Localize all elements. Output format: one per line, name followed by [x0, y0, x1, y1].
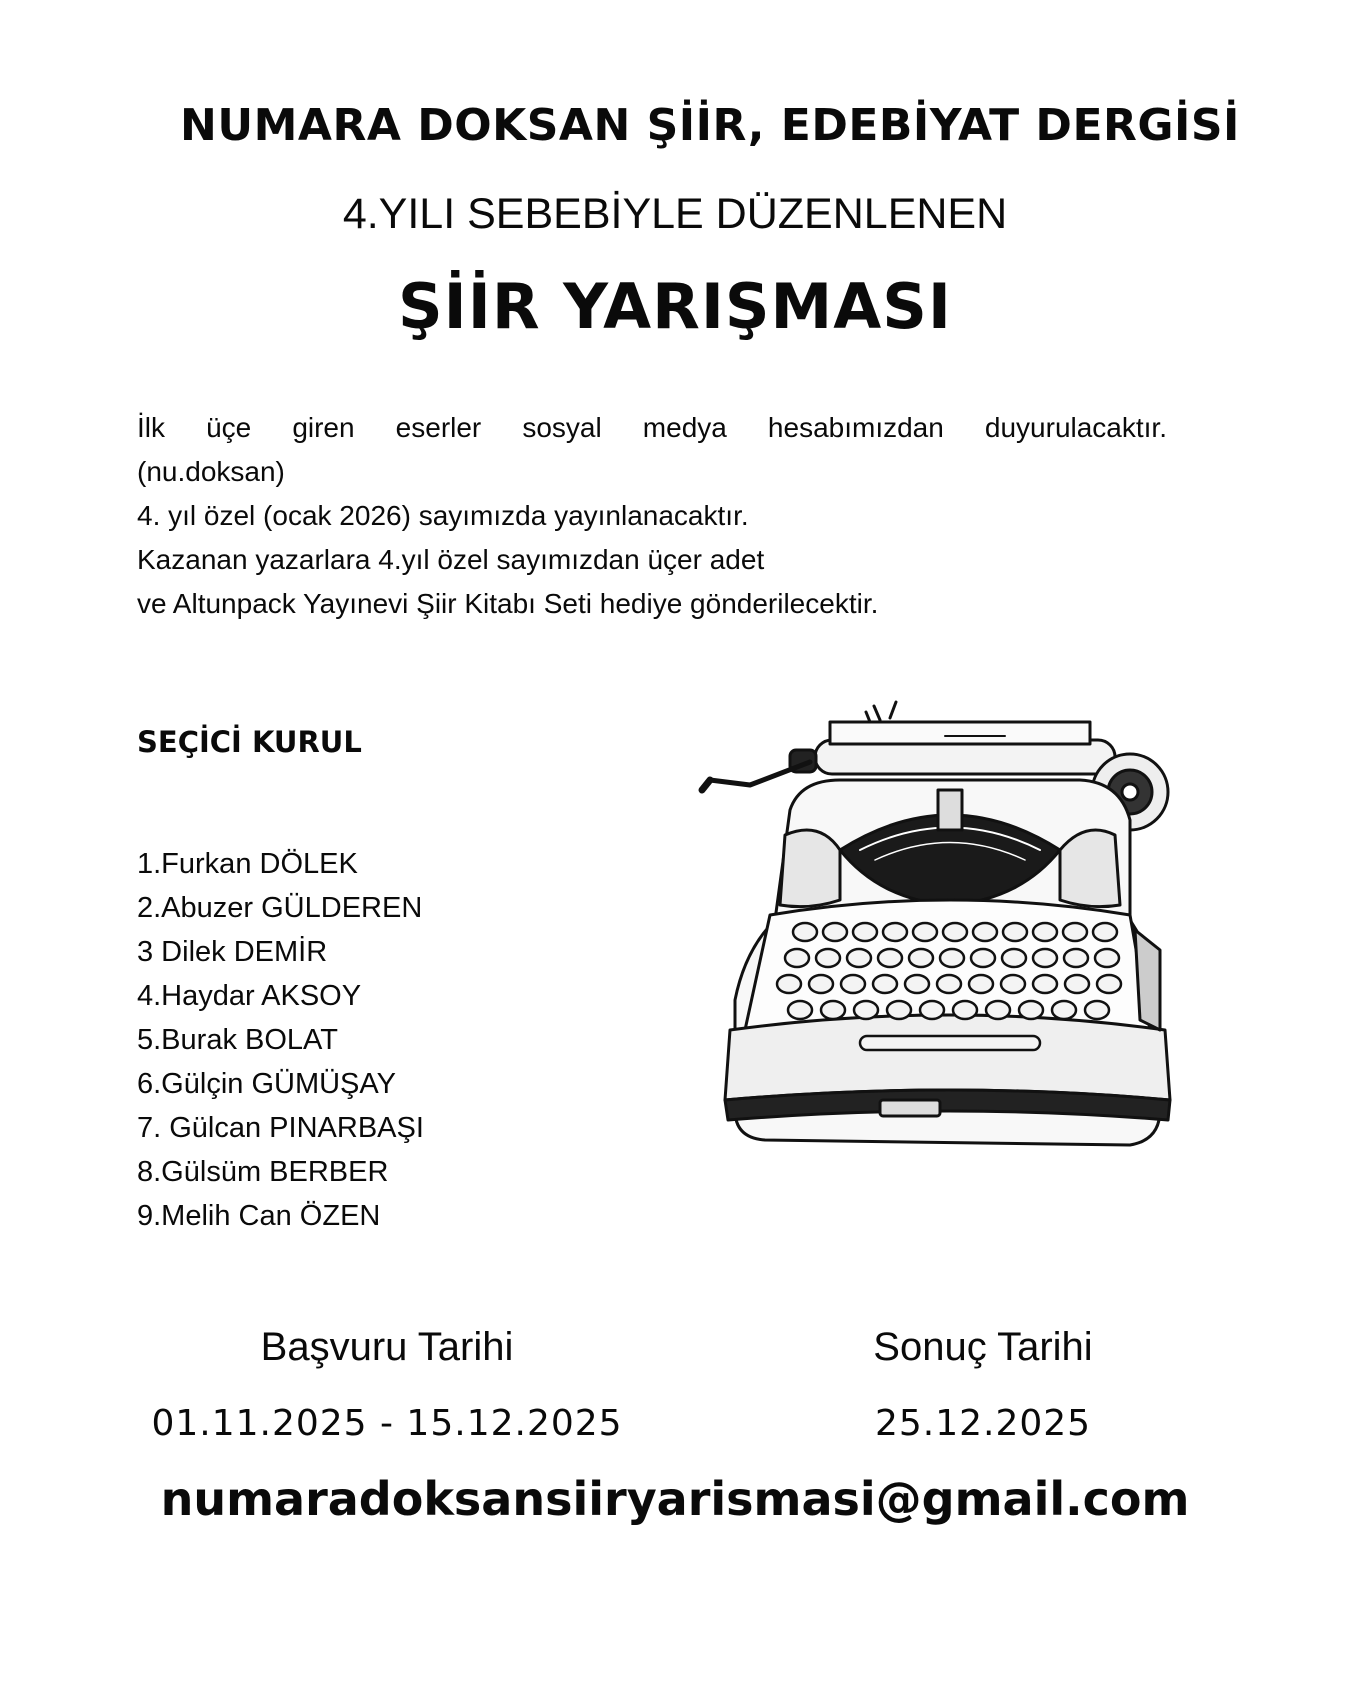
typewriter-key [853, 923, 877, 941]
typewriter-key [823, 923, 847, 941]
contest-title: ŞİİR YARIŞMASI [398, 270, 952, 343]
typewriter-key [809, 975, 833, 993]
typewriter-key [873, 975, 897, 993]
typewriter-key [821, 1001, 845, 1019]
typewriter-key [1019, 1001, 1043, 1019]
typewriter-key [793, 923, 817, 941]
typewriter-key [905, 975, 929, 993]
typewriter-key [1063, 923, 1087, 941]
typewriter-key [1095, 949, 1119, 967]
typewriter-key [971, 949, 995, 967]
committee-member: 3 Dilek DEMİR [137, 936, 328, 968]
typewriter-key [841, 975, 865, 993]
magazine-title: NUMARA DOKSAN ŞİİR, EDEBİYAT DERGİSİ [180, 100, 1240, 151]
typewriter-key [887, 1001, 911, 1019]
application-date-label: Başvuru Tarihi [260, 1325, 514, 1369]
typewriter-key [1097, 975, 1121, 993]
typewriter-key [943, 923, 967, 941]
typewriter-key [940, 949, 964, 967]
committee-list [137, 842, 424, 1238]
committee-member: 4.Haydar AKSOY [137, 980, 362, 1012]
typewriter-key [777, 975, 801, 993]
typewriter-key [1052, 1001, 1076, 1019]
typewriter-key [986, 1001, 1010, 1019]
committee-member: 8.Gülsüm BERBER [137, 1156, 389, 1188]
committee-member: 5.Burak BOLAT [137, 1024, 338, 1056]
typewriter-key [953, 1001, 977, 1019]
typewriter-key [1033, 975, 1057, 993]
typewriter-key [1003, 923, 1027, 941]
typewriter-key [854, 1001, 878, 1019]
typewriter-key [1002, 949, 1026, 967]
typewriter-key [973, 923, 997, 941]
committee-member: 6.Gülçin GÜMÜŞAY [137, 1068, 396, 1100]
application-date-value: 01.11.2025 - 15.12.2025 [151, 1403, 623, 1444]
result-date-label: Sonuç Tarihi [873, 1325, 1093, 1369]
committee-title: SEÇİCİ KURUL [137, 725, 362, 759]
committee-member: 2.Abuzer GÜLDEREN [137, 892, 423, 924]
typewriter-key [909, 949, 933, 967]
typewriter-key [913, 923, 937, 941]
typewriter-key [1093, 923, 1117, 941]
info-line-1: İlk üçe giren eserler sosyal medya hesabımızdan duyurulacaktır. [137, 412, 1167, 443]
info-line-4: Kazanan yazarlara 4.yıl özel sayımızdan üçer adet [137, 544, 765, 575]
contact-email: numaradoksansiiryarismasi@gmail.com [160, 1472, 1190, 1526]
typewriter-key [788, 1001, 812, 1019]
typewriter-key [1064, 949, 1088, 967]
typewriter-key [785, 949, 809, 967]
typewriter-key [1001, 975, 1025, 993]
typewriter-key [937, 975, 961, 993]
typewriter-icon [690, 700, 1210, 1180]
committee-member: 1.Furkan DÖLEK [137, 848, 358, 880]
typewriter-key [878, 949, 902, 967]
info-line-3: 4. yıl özel (ocak 2026) sayımızda yayınlanacaktır. [137, 500, 749, 531]
typewriter-key [883, 923, 907, 941]
typewriter-key [1033, 923, 1057, 941]
result-date-value: 25.12.2025 [874, 1403, 1092, 1444]
committee-member: 9.Melih Can ÖZEN [137, 1200, 381, 1232]
typewriter-key [816, 949, 840, 967]
info-line-5: ve Altunpack Yayınevi Şiir Kitabı Seti hediye gönderilecektir. [137, 588, 879, 619]
info-line-2: (nu.doksan) [137, 456, 285, 487]
typewriter-key [969, 975, 993, 993]
committee-member: 7. Gülcan PINARBAŞI [137, 1112, 424, 1144]
anniversary-subtitle: 4.YILI SEBEBİYLE DÜZENLENEN [342, 190, 1008, 238]
typewriter-spacebar [860, 1036, 1040, 1050]
typewriter-key [847, 949, 871, 967]
typewriter-key [1065, 975, 1089, 993]
typewriter-key [920, 1001, 944, 1019]
typewriter-key [1033, 949, 1057, 967]
typewriter-key [1085, 1001, 1109, 1019]
contest-info [137, 406, 1167, 626]
